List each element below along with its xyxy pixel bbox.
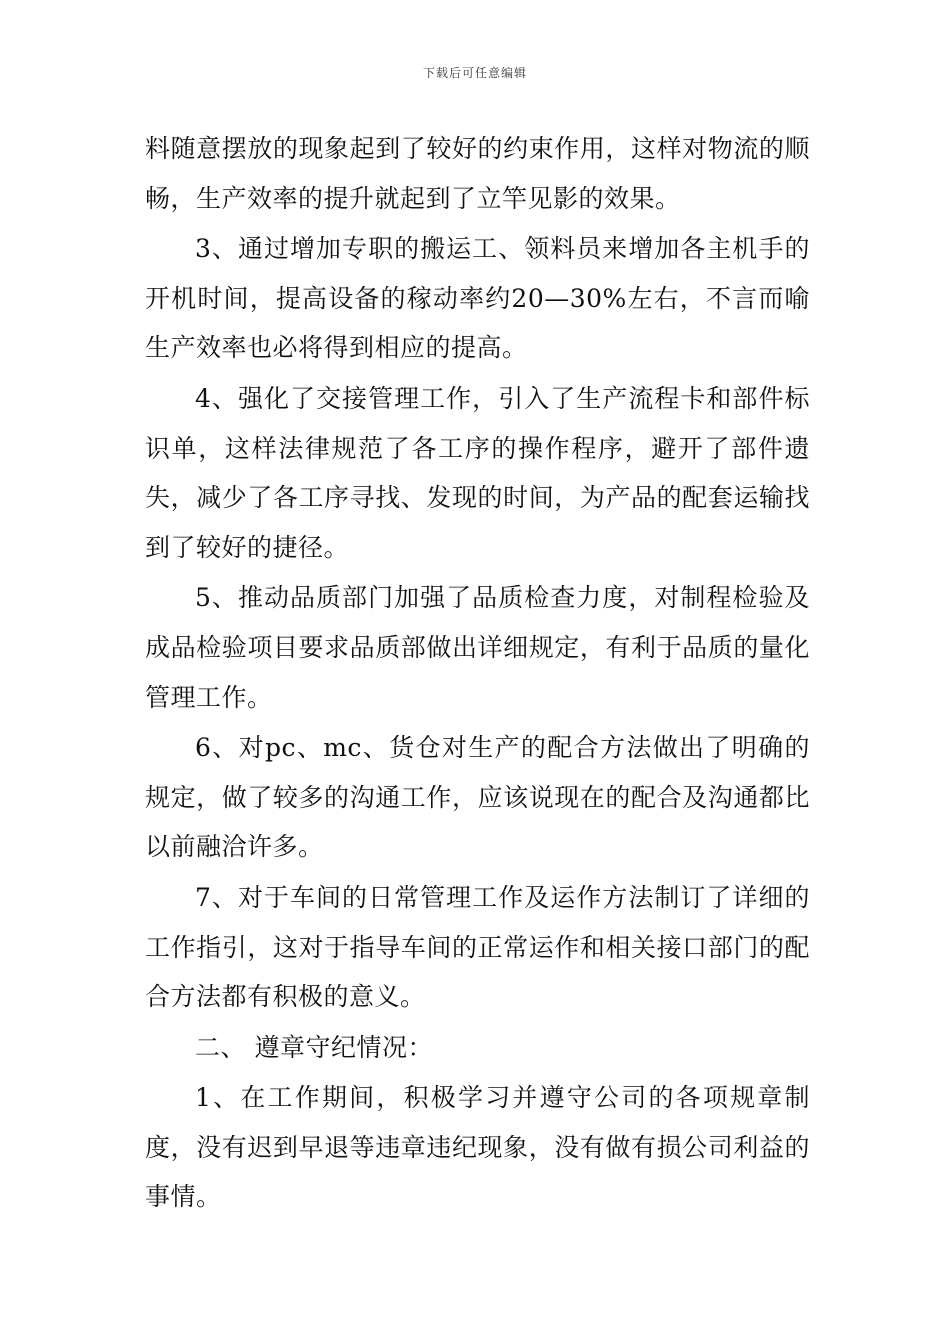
document-body [145, 124, 810, 1223]
paragraph-item-5: 5、推动品质部门加强了品质检查力度，对制程检验及成品检验项目要求品质部做出详细规定，有利于品质的量化管理工作。 [145, 583, 810, 712]
paragraph-item-1: 1、在工作期间，积极学习并遵守公司的各项规章制度，没有迟到早退等违章违纪现象，没有做有损公司利益的事情。 [145, 1083, 810, 1212]
paragraph-item-3: 3、通过增加专职的搬运工、领料员来增加各主机手的开机时间，提高设备的稼动率约20—30%左右，不言而喻生产效率也必将得到相应的提高。 [145, 234, 810, 363]
paragraph-continuation: 料随意摆放的现象起到了较好的约束作用，这样对物流的顺畅，生产效率的提升就起到了立竿见影的效果。 [145, 134, 810, 213]
page-header: 下载后可任意编辑 [422, 66, 527, 80]
paragraph-item-7: 7、对于车间的日常管理工作及运作方法制订了详细的工作指引，这对于指导车间的正常运作和相关接口部门的配合方法都有积极的意义。 [145, 882, 810, 1012]
paragraph-item-4: 4、强化了交接管理工作，引入了生产流程卡和部件标识单，这样法律规范了各工序的操作程序，避开了部件遗失，减少了各工序寻找、发现的时间，为产品的配套运输找到了较好的捷径。 [145, 383, 810, 562]
paragraph-item-6: 6、对pc、mc、货仓对生产的配合方法做出了明确的规定，做了较多的沟通工作，应该说现在的配合及沟通都比以前融洽许多。 [145, 733, 810, 862]
section-heading: 二、 遵章守纪情况： [195, 1032, 433, 1062]
